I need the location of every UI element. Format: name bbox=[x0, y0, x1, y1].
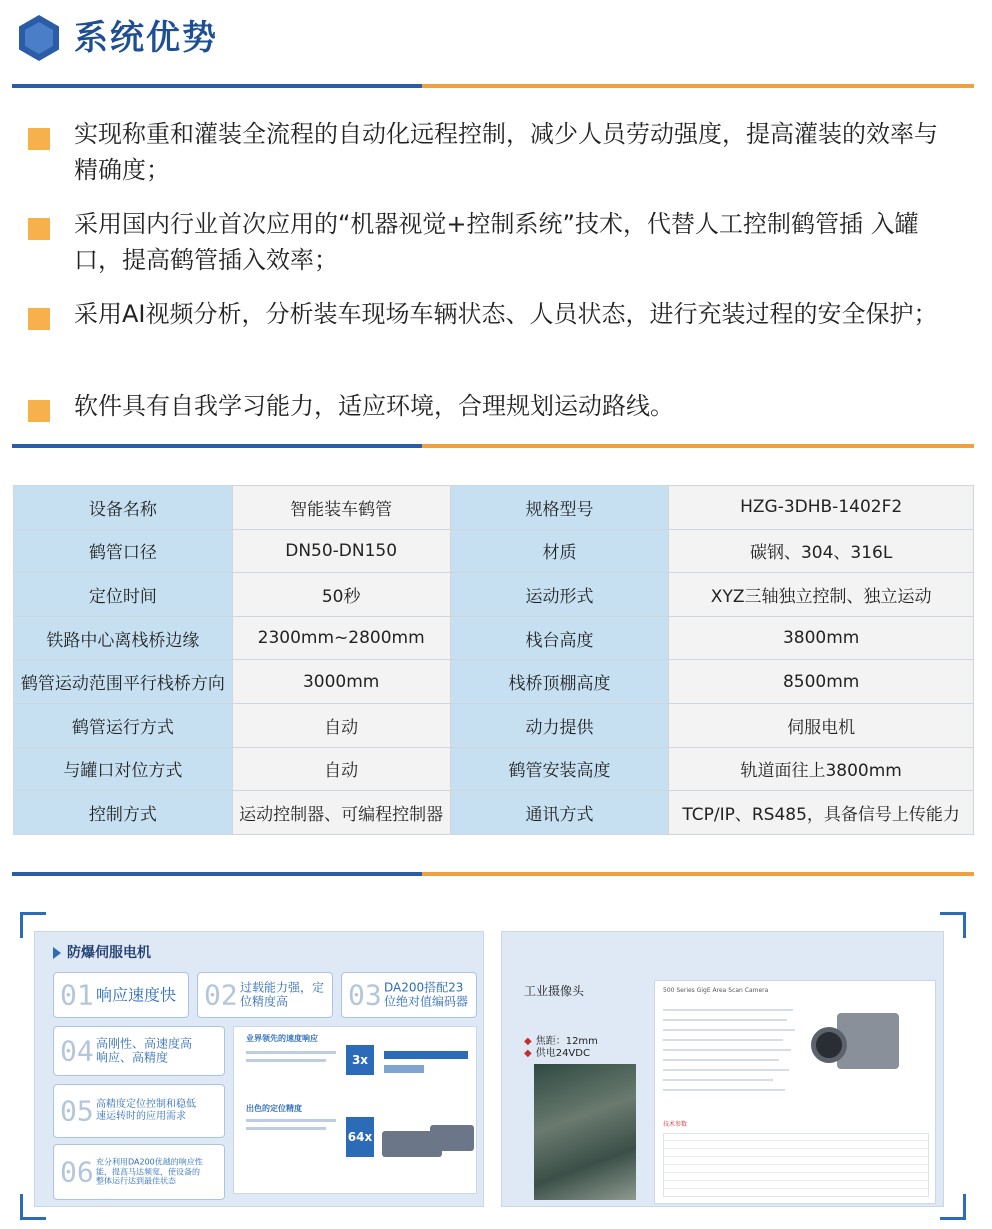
text-line bbox=[663, 1019, 787, 1021]
triangle-icon bbox=[53, 947, 61, 959]
table-row bbox=[14, 486, 974, 530]
feature-card bbox=[53, 1144, 225, 1200]
table-cell-value: 运动控制器、可编程控制器 bbox=[232, 791, 450, 835]
chart-bar bbox=[384, 1051, 468, 1059]
text-line bbox=[246, 1127, 326, 1130]
table-cell-value: 伺服电机 bbox=[669, 703, 974, 747]
table-cell-value: HZG-3DHB-1402F2 bbox=[669, 486, 974, 530]
table-cell-value: XYZ三轴独立控制、独立运动 bbox=[669, 573, 974, 617]
text-line bbox=[663, 1029, 795, 1031]
datasheet-title: 500 Series GigE Area Scan Camera bbox=[663, 987, 769, 994]
table-cell-value: 智能装车鹤管 bbox=[232, 486, 450, 530]
feature-card bbox=[197, 972, 333, 1018]
divider-top bbox=[12, 84, 974, 88]
table-cell-label: 鹤管安装高度 bbox=[450, 747, 669, 791]
list-item-text: 采用AI视频分析，分析装车现场车辆状态、人员状态，进行充装过程的安全保护； bbox=[74, 300, 938, 328]
bullet-square-icon bbox=[28, 400, 50, 422]
card-text: 高精度定位控制和稳低速运转时的应用需求 bbox=[96, 1099, 196, 1122]
spec-text: 供电24VDC bbox=[535, 1048, 590, 1059]
card-text: 高刚性、高速度高响应、高精度 bbox=[96, 1036, 193, 1065]
table-cell-label: 定位时间 bbox=[14, 573, 233, 617]
response-badge: 3x bbox=[346, 1045, 374, 1075]
table-cell-value: 2300mm~2800mm bbox=[232, 616, 450, 660]
bullet-square-icon bbox=[28, 218, 50, 240]
table-cell-value: TCP/IP、RS485，具备信号上传能力 bbox=[669, 791, 974, 835]
diamond-icon: ◆ bbox=[524, 1048, 532, 1059]
card-number: 03 bbox=[348, 978, 382, 1012]
table-row bbox=[14, 747, 974, 791]
divider-bottom bbox=[12, 872, 974, 876]
table-cell-label: 动力提供 bbox=[450, 703, 669, 747]
table-row bbox=[14, 791, 974, 835]
table-cell-label: 鹤管运动范围平行栈桥方向 bbox=[14, 660, 233, 704]
table-cell-value: 3000mm bbox=[232, 660, 450, 704]
text-line bbox=[663, 1089, 785, 1091]
table-row bbox=[14, 703, 974, 747]
table-cell-label: 鹤管运行方式 bbox=[14, 703, 233, 747]
list-item-text: 软件具有自我学习能力，适应环境，合理规划运动路线。 bbox=[74, 392, 674, 420]
table-cell-value: DN50-DN150 bbox=[232, 529, 450, 573]
card-text: 充分利用DA200优越的响应性能，提高马达频宽，使设备的整体运行达到最佳状态 bbox=[96, 1157, 203, 1186]
chart-subtitle: 出色的定位精度 bbox=[246, 1104, 302, 1113]
spec-grid bbox=[663, 1133, 929, 1197]
feature-card bbox=[53, 1026, 225, 1076]
panel-title bbox=[53, 942, 151, 962]
list-item-text: 采用国内行业首次应用的“机器视觉+控制系统”技术，代替人工控制鹤管插 入罐口，提高鹤管插入效率； bbox=[74, 210, 919, 274]
table-cell-value: 3800mm bbox=[669, 616, 974, 660]
table-cell-value: 轨道面往上3800mm bbox=[669, 747, 974, 791]
equipment-photo bbox=[534, 1064, 636, 1200]
text-line bbox=[663, 1039, 783, 1041]
page-title: 系统优势 bbox=[74, 18, 218, 58]
feature-card bbox=[341, 972, 477, 1018]
table-cell-label: 通讯方式 bbox=[450, 791, 669, 835]
table-cell-label: 鹤管口径 bbox=[14, 529, 233, 573]
table-row bbox=[14, 616, 974, 660]
motor-icon bbox=[430, 1125, 474, 1151]
card-number: 04 bbox=[60, 1034, 94, 1068]
chart-bar bbox=[384, 1065, 424, 1073]
card-number: 02 bbox=[204, 978, 238, 1012]
text-line bbox=[663, 1059, 779, 1061]
text-line bbox=[663, 1069, 789, 1071]
performance-chart bbox=[233, 1026, 477, 1194]
table-cell-value: 自动 bbox=[232, 747, 450, 791]
table-row bbox=[14, 529, 974, 573]
card-number: 06 bbox=[60, 1155, 94, 1189]
text-line bbox=[246, 1059, 326, 1062]
table-cell-label: 与罐口对位方式 bbox=[14, 747, 233, 791]
spec-text: 焦距：12mm bbox=[535, 1036, 598, 1047]
text-line bbox=[663, 1079, 773, 1081]
table-cell-label: 栈桥顶棚高度 bbox=[450, 660, 669, 704]
datasheet-section: 技术参数 bbox=[663, 1121, 688, 1128]
chart-subtitle: 业界领先的速度响应 bbox=[246, 1034, 318, 1043]
table-cell-value: 自动 bbox=[232, 703, 450, 747]
table-cell-value: 碳钢、304、316L bbox=[669, 529, 974, 573]
table-row bbox=[14, 660, 974, 704]
card-text: 响应速度快 bbox=[96, 985, 177, 1005]
hexagon-icon bbox=[14, 13, 64, 63]
table-row bbox=[14, 573, 974, 617]
table-cell-label: 规格型号 bbox=[450, 486, 669, 530]
card-text: 过载能力强，定位精度高 bbox=[240, 980, 325, 1009]
divider-middle bbox=[12, 444, 974, 448]
table-cell-label: 运动形式 bbox=[450, 573, 669, 617]
servo-motor-image bbox=[34, 931, 484, 1207]
camera-icon bbox=[807, 1007, 903, 1085]
bullet-square-icon bbox=[28, 128, 50, 150]
bullet-square-icon bbox=[28, 308, 50, 330]
table-cell-value: 8500mm bbox=[669, 660, 974, 704]
table-cell-label: 控制方式 bbox=[14, 791, 233, 835]
diamond-icon: ◆ bbox=[524, 1036, 532, 1047]
section-header bbox=[0, 0, 992, 90]
text-line bbox=[246, 1051, 336, 1054]
spec-line bbox=[524, 1044, 590, 1059]
precision-badge: 64x bbox=[346, 1117, 374, 1157]
table-cell-label: 栈台高度 bbox=[450, 616, 669, 660]
table-cell-label: 铁路中心离栈桥边缘 bbox=[14, 616, 233, 660]
table-cell-label: 设备名称 bbox=[14, 486, 233, 530]
industrial-camera-image bbox=[501, 931, 944, 1207]
card-number: 05 bbox=[60, 1094, 94, 1128]
camera-datasheet bbox=[654, 980, 936, 1204]
text-line bbox=[246, 1119, 336, 1122]
spec-table bbox=[13, 485, 974, 835]
card-number: 01 bbox=[60, 978, 94, 1012]
feature-card bbox=[53, 1084, 225, 1138]
table-cell-value: 50秒 bbox=[232, 573, 450, 617]
list-item-text: 实现称重和灌装全流程的自动化远程控制，减少人员劳动强度，提高灌装的效率与精确度； bbox=[74, 120, 938, 184]
panel-title: 工业摄像头 bbox=[524, 984, 585, 998]
text-line bbox=[663, 1009, 793, 1011]
feature-card bbox=[53, 972, 189, 1018]
text-line bbox=[663, 1049, 791, 1051]
card-text: DA200搭配23位绝对值编码器 bbox=[384, 980, 469, 1009]
table-cell-label: 材质 bbox=[450, 529, 669, 573]
panel-title-text: 防爆伺服电机 bbox=[67, 945, 151, 961]
